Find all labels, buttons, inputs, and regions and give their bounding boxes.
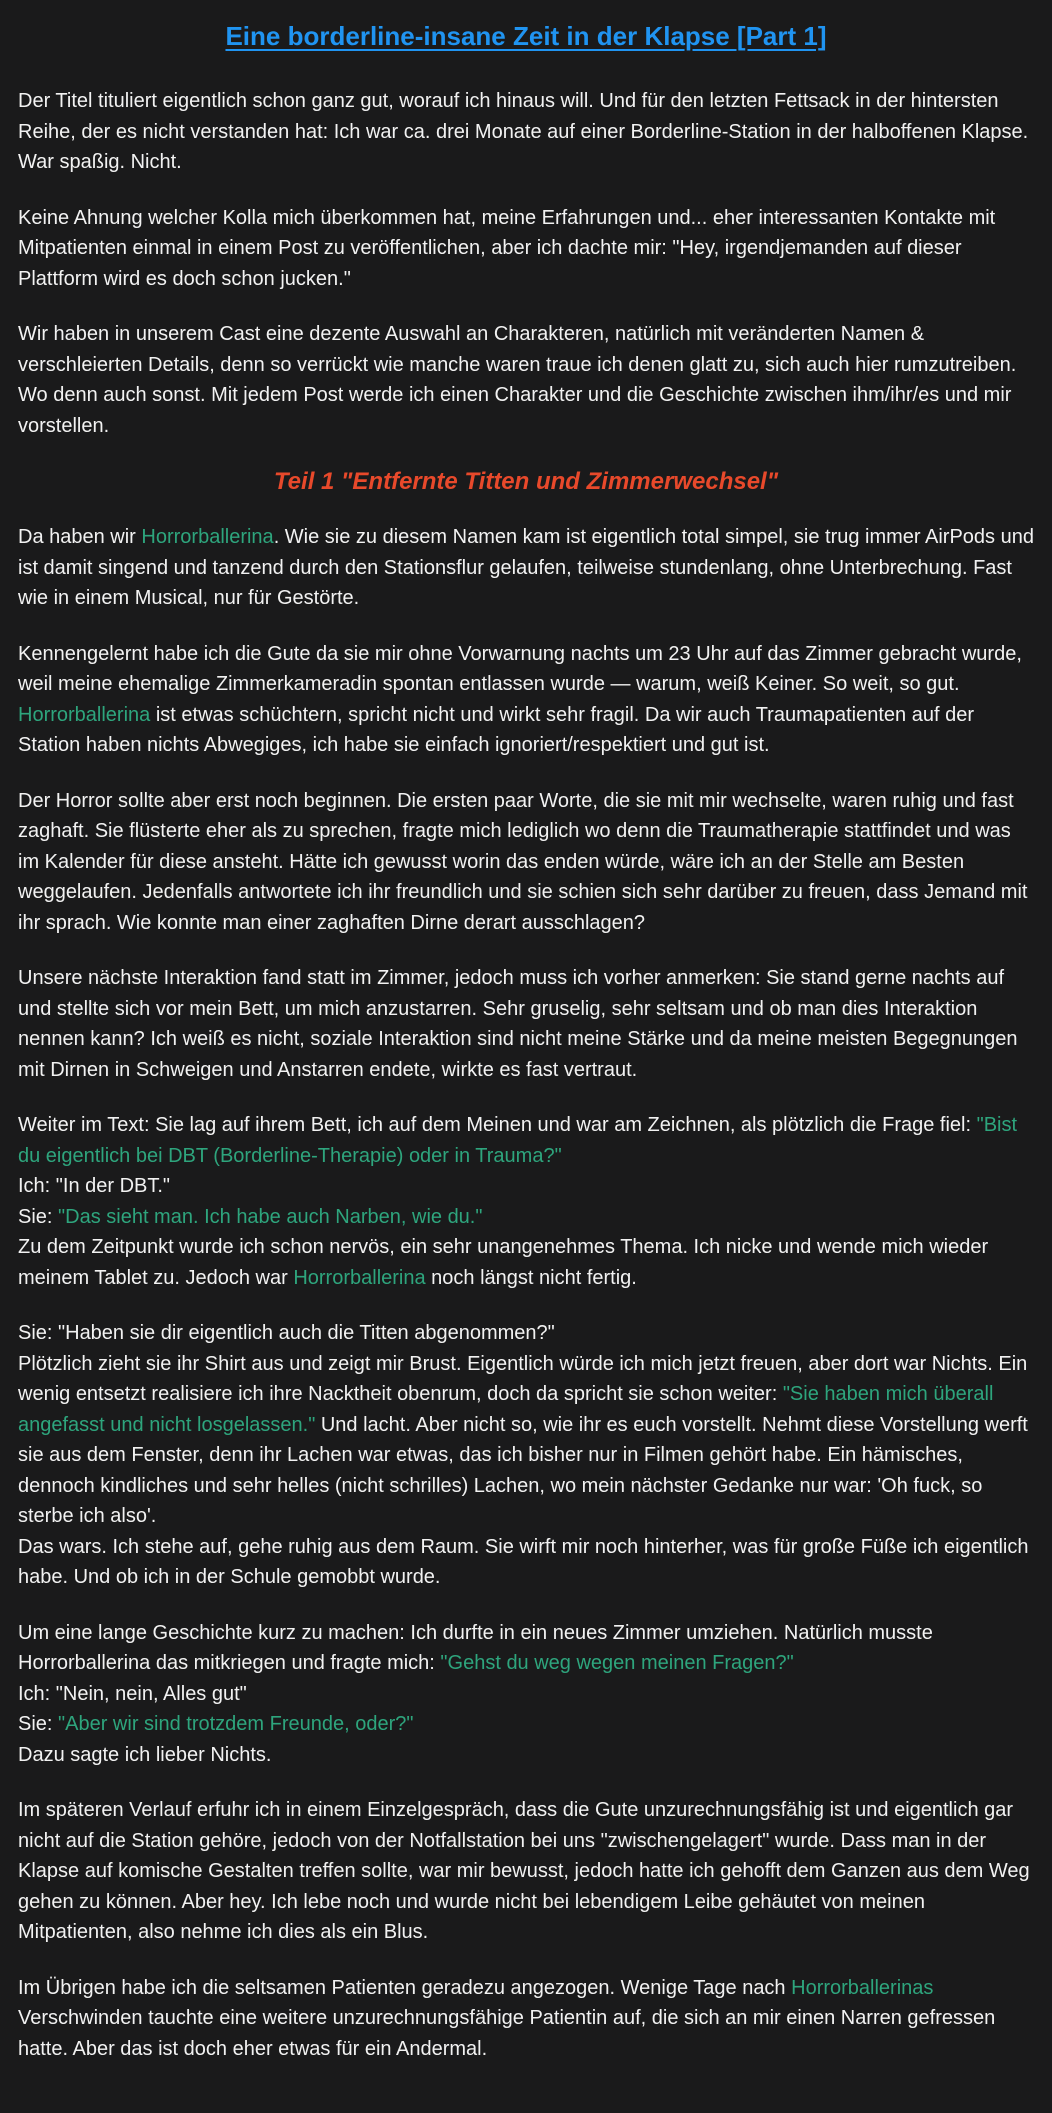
highlighted-text: Horrorballerinas: [791, 1976, 934, 1999]
body-text: Unsere nächste Interaktion fand statt im Zimmer, jedoch muss ich vorher anmerken: Sie stand gerne nachts auf und stellte sich vor mein Bett, um mich anzustarren. Sehr gruselig, sehr seltsam und ob man dies Interaktion nennen kann? Ich weiß es nicht, soziale Interaktion sind nicht meine Stärke und da meine meisten Begegnungen mit Dirnen in Schweigen und Anstarren endete, wirkte es fast vertraut.: [18, 967, 1018, 1081]
paragraph: [18, 1973, 1034, 2065]
body-text: Der Horror sollte aber erst noch beginnen. Die ersten paar Worte, die sie mit mir wechselte, waren ruhig und fast zaghaft. Sie flüsterte eher als zu sprechen, fragte mich lediglich wo denn die Traumatherapie stattfindet und was im Kalender für diese ansteht. Hätte ich gewusst worin das enden würde, wäre ich an der Stelle am Besten weggelaufen. Jedenfalls antwortete ich ihr freundlich und sie schien sich sehr darüber zu freuen, dass Jemand mit ihr sprach. Wie konnte man einer zaghaften Dirne derart ausschlagen?: [18, 789, 1028, 934]
paragraph: [18, 639, 1034, 761]
body-text: noch längst nicht fertig.: [425, 1266, 637, 1289]
highlighted-text: "Aber wir sind trotzdem Freunde, oder?": [58, 1713, 414, 1735]
body-text: Zu dem Zeitpunkt wurde ich schon nervös, ein sehr unangenehmes Thema. Ich nicke und wende mich wieder meinem Tablet zu. Jedoch war: [18, 1236, 989, 1289]
paragraph: [18, 1110, 1034, 1293]
highlighted-text: Horrorballerina: [293, 1266, 426, 1289]
body-text: . Wie sie zu diesem Namen kam ist eigentlich total simpel, sie trug immer AirPods und ist damit singend und tanzend durch den Stationsflur gelaufen, teilweise stundenlang, ohne Unterbrechung. Fast wie in einem Musical, nur für Gestörte.: [18, 526, 1034, 609]
body-text: Weiter im Text: Sie lag auf ihrem Bett, ich auf dem Meinen und war am Zeichnen, als plötzlich die Frage fiel:: [18, 1114, 977, 1136]
body-text: Der Titel tituliert eigentlich schon ganz gut, worauf ich hinaus will. Und für den letzten Fettsack in der hintersten Reihe, der es nicht verstanden hat: Ich war ca. drei Monate auf einer Borderline-Station in der halboffenen Klapse. War spaßig. Nicht.: [18, 90, 1029, 173]
body-text: ist etwas schüchtern, spricht nicht und wirkt sehr fragil. Da wir auch Traumapatienten auf der Station haben nichts Abwegiges, ich habe sie einfach ignoriert/respektiert und gut ist.: [18, 703, 974, 756]
paragraph: [18, 1795, 1034, 1948]
body-text: Plötzlich zieht sie ihr Shirt aus und zeigt mir Brust. Eigentlich würde ich mich jetzt freuen, aber dort war Nichts. Ein wenig entsetzt realisiere ich ihre Nacktheit obenrum, doch da spricht sie schon weiter:: [18, 1352, 1028, 1405]
paragraph: [18, 203, 1034, 295]
body-text: Ich: "Nein, nein, Alles gut": [18, 1682, 247, 1705]
post-title-link[interactable]: Eine borderline-insane Zeit in der Klapse [Part 1]: [225, 21, 827, 51]
highlighted-text: Horrorballerina: [18, 703, 151, 726]
body-text: Keine Ahnung welcher Kolla mich überkommen hat, meine Erfahrungen und... eher interessanten Kontakte mit Mitpatienten einmal in einem Post zu veröffentlichen, aber ich dachte mir: "Hey, irgendjemanden auf dieser Plattform wird es doch schon jucken.": [18, 206, 996, 290]
body-text: Ich: "In der DBT.": [18, 1175, 171, 1197]
body-text: Im Übrigen habe ich die seltsamen Patienten geradezu angezogen. Wenige Tage nach: [18, 1976, 792, 1999]
section-heading: Teil 1 "Entfernte Titten und Zimmerwechsel": [273, 468, 779, 495]
body-text: Sie:: [18, 1713, 59, 1735]
paragraph: [18, 522, 1034, 614]
body-text: Verschwinden tauchte eine weitere unzurechnungsfähige Patientin auf, die sich an mir einen Narren gefressen hatte. Aber das ist doch eher etwas für ein Andermal.: [18, 2007, 996, 2060]
post-body: [18, 86, 1034, 2064]
highlighted-text: Horrorballerina: [141, 526, 274, 548]
body-text: Wir haben in unserem Cast eine dezente Auswahl an Charakteren, natürlich mit veränderten Namen & verschleierten Details, denn so verrückt wie manche waren traue ich denen glatt zu, sich auch hier rumzutreiben. Wo denn auch sonst. Mit jedem Post werde ich einen Charakter und die Geschichte zwischen ihm/ihr/es und mir vorstellen.: [18, 323, 1017, 437]
highlighted-text: "Gehst du weg wegen meinen Fragen?": [440, 1652, 794, 1674]
paragraph: [18, 86, 1034, 178]
body-text: Sie:: [18, 1205, 59, 1228]
paragraph: [18, 1618, 1034, 1771]
body-text: Dazu sagte ich lieber Nichts.: [18, 1743, 272, 1766]
paragraph: [18, 786, 1034, 939]
highlighted-text: "Bist du eigentlich bei DBT (Borderline-Therapie) oder in Trauma?": [18, 1114, 1018, 1167]
body-text: Im späteren Verlauf erfuhr ich in einem Einzelgespräch, dass die Gute unzurechnungsfähig ist und eigentlich gar nicht auf die Station gehöre, jedoch von der Notfallstation bei uns "zwischengelagert" wurde. Dass man in der Klapse auf komische Gestalten treffen sollte, war mir bewusst, jedoch hatte ich gehofft dem Ganzen aus dem Weg gehen zu können. Aber hey. Ich lebe noch und wurde nicht bei lebendigem Leibe gehäutet von meinen Mitpatienten, also nehme ich dies als ein Blus.: [18, 1799, 1030, 1943]
body-text: Und lacht. Aber nicht so, wie ihr es euch vorstellt. Nehmt diese Vorstellung werft sie aus dem Fenster, denn ihr Lachen war etwas, das ich bisher nur in Filmen gehört habe. Ein hämisches, dennoch kindliches und sehr helles (nicht schrilles) Lachen, wo mein nächster Gedanke nur war: 'Oh fuck, so sterbe ich also'.: [18, 1413, 1028, 1527]
highlighted-text: "Sie haben mich überall angefasst und nicht losgelassen.": [18, 1383, 994, 1436]
body-text: Um eine lange Geschichte kurz zu machen: Ich durfte in ein neues Zimmer umziehen. Natürlich musste Horrorballerina das mitkriegen und fragte mich:: [18, 1621, 933, 1674]
highlighted-text: "Das sieht man. Ich habe auch Narben, wie du.": [58, 1205, 483, 1228]
body-text: Kennengelernt habe ich die Gute da sie mir ohne Vorwarnung nachts um 23 Uhr auf das Zimmer gebracht wurde, weil meine ehemalige Zimmerkameradin spontan entlassen wurde — warum, weiß Keiner. So weit, so gut.: [18, 642, 1022, 695]
paragraph: [18, 319, 1034, 441]
body-text: Sie: "Haben sie dir eigentlich auch die Titten abgenommen?": [18, 1322, 555, 1344]
paragraph: [18, 1318, 1034, 1593]
paragraph: [18, 963, 1034, 1085]
body-text: Da haben wir: [18, 526, 142, 548]
body-text: Das wars. Ich stehe auf, gehe ruhig aus dem Raum. Sie wirft mir noch hinterher, was für große Füße ich eigentlich habe. Und ob ich in der Schule gemobbt wurde.: [18, 1535, 1029, 1588]
